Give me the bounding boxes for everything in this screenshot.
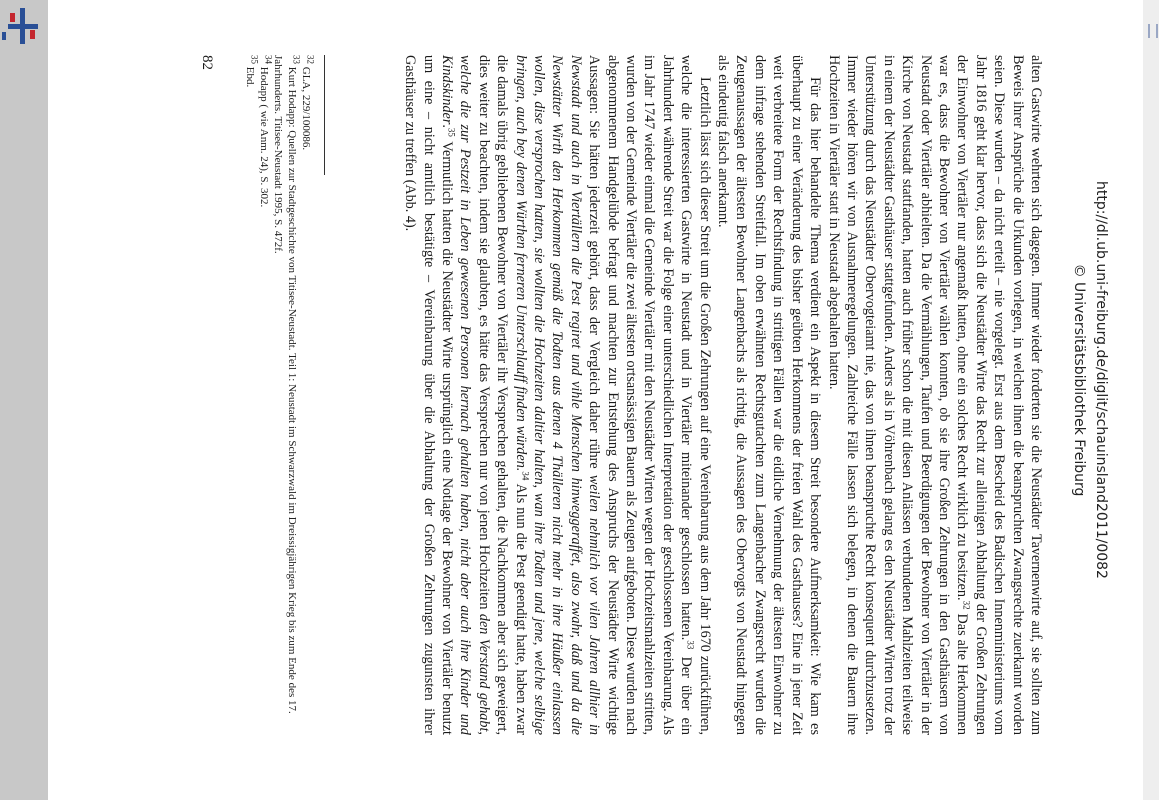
scroll-handle-icon[interactable] <box>1148 24 1158 38</box>
footnote-item <box>299 55 316 735</box>
footnote-number: 35 <box>249 55 260 64</box>
footnote-separator <box>324 55 325 175</box>
footnote-text: Ebd. <box>244 64 256 88</box>
source-url[interactable]: http://dl.ub.uni-freiburg.de/diglit/schauinsland2011/0082 <box>1093 181 1109 579</box>
body-paragraph: alten Gastwirte wehrten sich dagegen. Immer wieder forderten sie die Neustädter Tavernenwirte auf, sie sollten zum Beweis ihrer Ansprüche die Urkunden vorlegen, in welchen ihnen die beanspruchten Zwangsrechte zuerkannt worden seien. Diese wurden – da nicht erteilt – nie vorgelegt. Erst aus dem Bescheid des Badischen Innenministeriums vom Jahr 1816 geht klar hervor, dass sich die Neustädter Wirte das Recht zur alleinigen Abhaltung der Großen Zehrungen der Einwohner von Viertäler nur angemaßt hatten, ohne ein solches Recht wirklich zu besitzen.$^{32}$ Das alte Herkommen war es, dass die Bewohner von Viertäler wählen konnten, ob sie ihre Großen Zehrungen in den Gasthäusern von Neustadt oder Viertäler abhielten. Da die Vermählungen, Taufen und Beerdigungen der Bewohner von Viertäler in der Kirche von Neustadt stattfanden, hatten auch früher schon die mit diesen Anlässen verbundenen Mahlzeiten teilweise in einem der Neustädter Gasthäuser stattgefunden. Anders als in Vöhrenbach gelang es den Neustädter Wirten trotz der Unterstützung durch das Neustädter Obervogteiamt nie, das von ihnen beanspruchte Recht konsequent durchzusetzen. Immer wieder hören wir von Ausnahmeregelungen. Zahlreiche Fälle lassen sich belegen, in denen die Bauern ihre Hochzeiten in Viertäler statt in Neustadt abgehalten hatten. <box>825 55 1044 735</box>
viewer-sidebar <box>0 0 48 800</box>
scanned-page <box>125 15 1075 785</box>
library-logo-icon[interactable] <box>2 8 42 44</box>
footnotes <box>243 55 316 735</box>
footnote-item <box>243 55 260 735</box>
source-stamp <box>1062 145 1112 615</box>
footnote-number: 33 <box>291 55 302 64</box>
footnote-item <box>257 55 274 735</box>
viewer-right-edge <box>1143 0 1159 800</box>
footnote-text: Kurt Hodapp: Quellen zur Stadtgeschichte von Titisee-Neustadt. Teil 1: Neustadt im Schwarzwald im Dreissigjährigen Krieg bis zum Ende des 17. Jahrhunderts. Titisee-Neustadt 1995, S. 472f. <box>272 55 298 714</box>
footnote-number: 34 <box>263 55 274 64</box>
page-body-text <box>401 55 1045 735</box>
page-number: 82 <box>199 55 215 70</box>
footnote-number: 32 <box>305 55 316 64</box>
footnote-text: Hodapp ( wie Anm. 24), S. 302. <box>258 64 270 208</box>
body-paragraph: Letztlich lässt sich dieser Streit um die Großen Zehrungen auf eine Vereinbarung aus dem Jahr 1670 zurückführen, welche die interessierten Gastwirte in Neustadt und in Viertäler miteinander geschlossen hatten.$^{33}$ Der über ein Jahrhundert währende Streit war die Folge einer unterschiedlichen Interpretation der geschlossenen Vereinbarung. Als im Jahr 1747 wieder einmal die Gemeinde Viertäler mit den Neustädter Wirten wegen der Hochzeitsmahlzeiten stritten, wurden von der Gemeinde Viertäler die zwei ältesten ortsansässigen Bauern als Zeugen aufgeboten. Diese wurden nach abgenommenem Handgelübde befragt und machten zur Entstehung des Anspruchs der Neustädter Wirte wichtige Aussagen: Sie hätten jederzeit gehört, dass der Vergleich daher rühre weilen nehmlich vor vilen Jahren allhier in Newstadt und auch in Viertällern die Pest regiret und vihle Menschen hinweggeraffet, also zwahr, daß und da die Newstätter Wirth den Herkommen gemäß die Todten aus denen 4 Thälleren nicht mehr in ihre Häußer einlassen wollen, dise versprochen hatten, sie wollten die Hochzeiten daltier halten, wan ihre Todten und jene, welche selbige bringen, auch bey denen Würthen ferneren Unterschlauff finden würden.$^{34}$ Als nun die Pest geendigt hatte, haben zwar die damals übrig gebliebenen Bewohner von Viertäler ihr Versprechen gehalten, die Nachkommen aber sich geweigert, dies weiter zu beachten, indem sie glaubten, es hätte das Versprechen nur von jenen Hochzeiten den Verstand gehabt, welche die zur Pestzeit in Leben gewesenen Personen hernach gehalten haben, nicht aber auch ihre Kinder und Kindskinder.$^{35}$ Vermutlich hatten die Neustädter Wirte ursprünglich eine Notlage der Bewohner von Viertäler benutzt um eine – nicht amtlich bestätigte – Vereinbarung über die Abhaltung der Großen Zehrungen zugunsten ihrer Gasthäuser zu treffen (Abb. 4). <box>402 55 713 736</box>
footnote-text: GLA, 229/100086. <box>300 64 312 151</box>
copyright-notice: © Universitätsbibliothek Freiburg <box>1071 263 1087 497</box>
footnote-item <box>271 55 302 735</box>
body-paragraph: Für das hier behandelte Thema verdient ein Aspekt in diesem Streit besondere Aufmerksamkeit: Wie kam es überhaupt zu einer Veränderung des bisher geübten Herkommens der freien Wahl des Gasthauses? Eine in jener Zeit weit verbreitete Form der Rechtsfindung in strittigen Fällen war die eidliche Vernehmung der ältesten Einwohner zu dem infrage stehenden Streitfall. Im oben erwähnten Rechtsgutachten zum Langenbacher Zwangsrecht wurden die Zeugenaussagen der ältesten Bewohner Langenbachs als richtig, die Aussagen des Obervogts von Neustadt hingegen als eindeutig falsch anerkannt. <box>715 55 824 735</box>
